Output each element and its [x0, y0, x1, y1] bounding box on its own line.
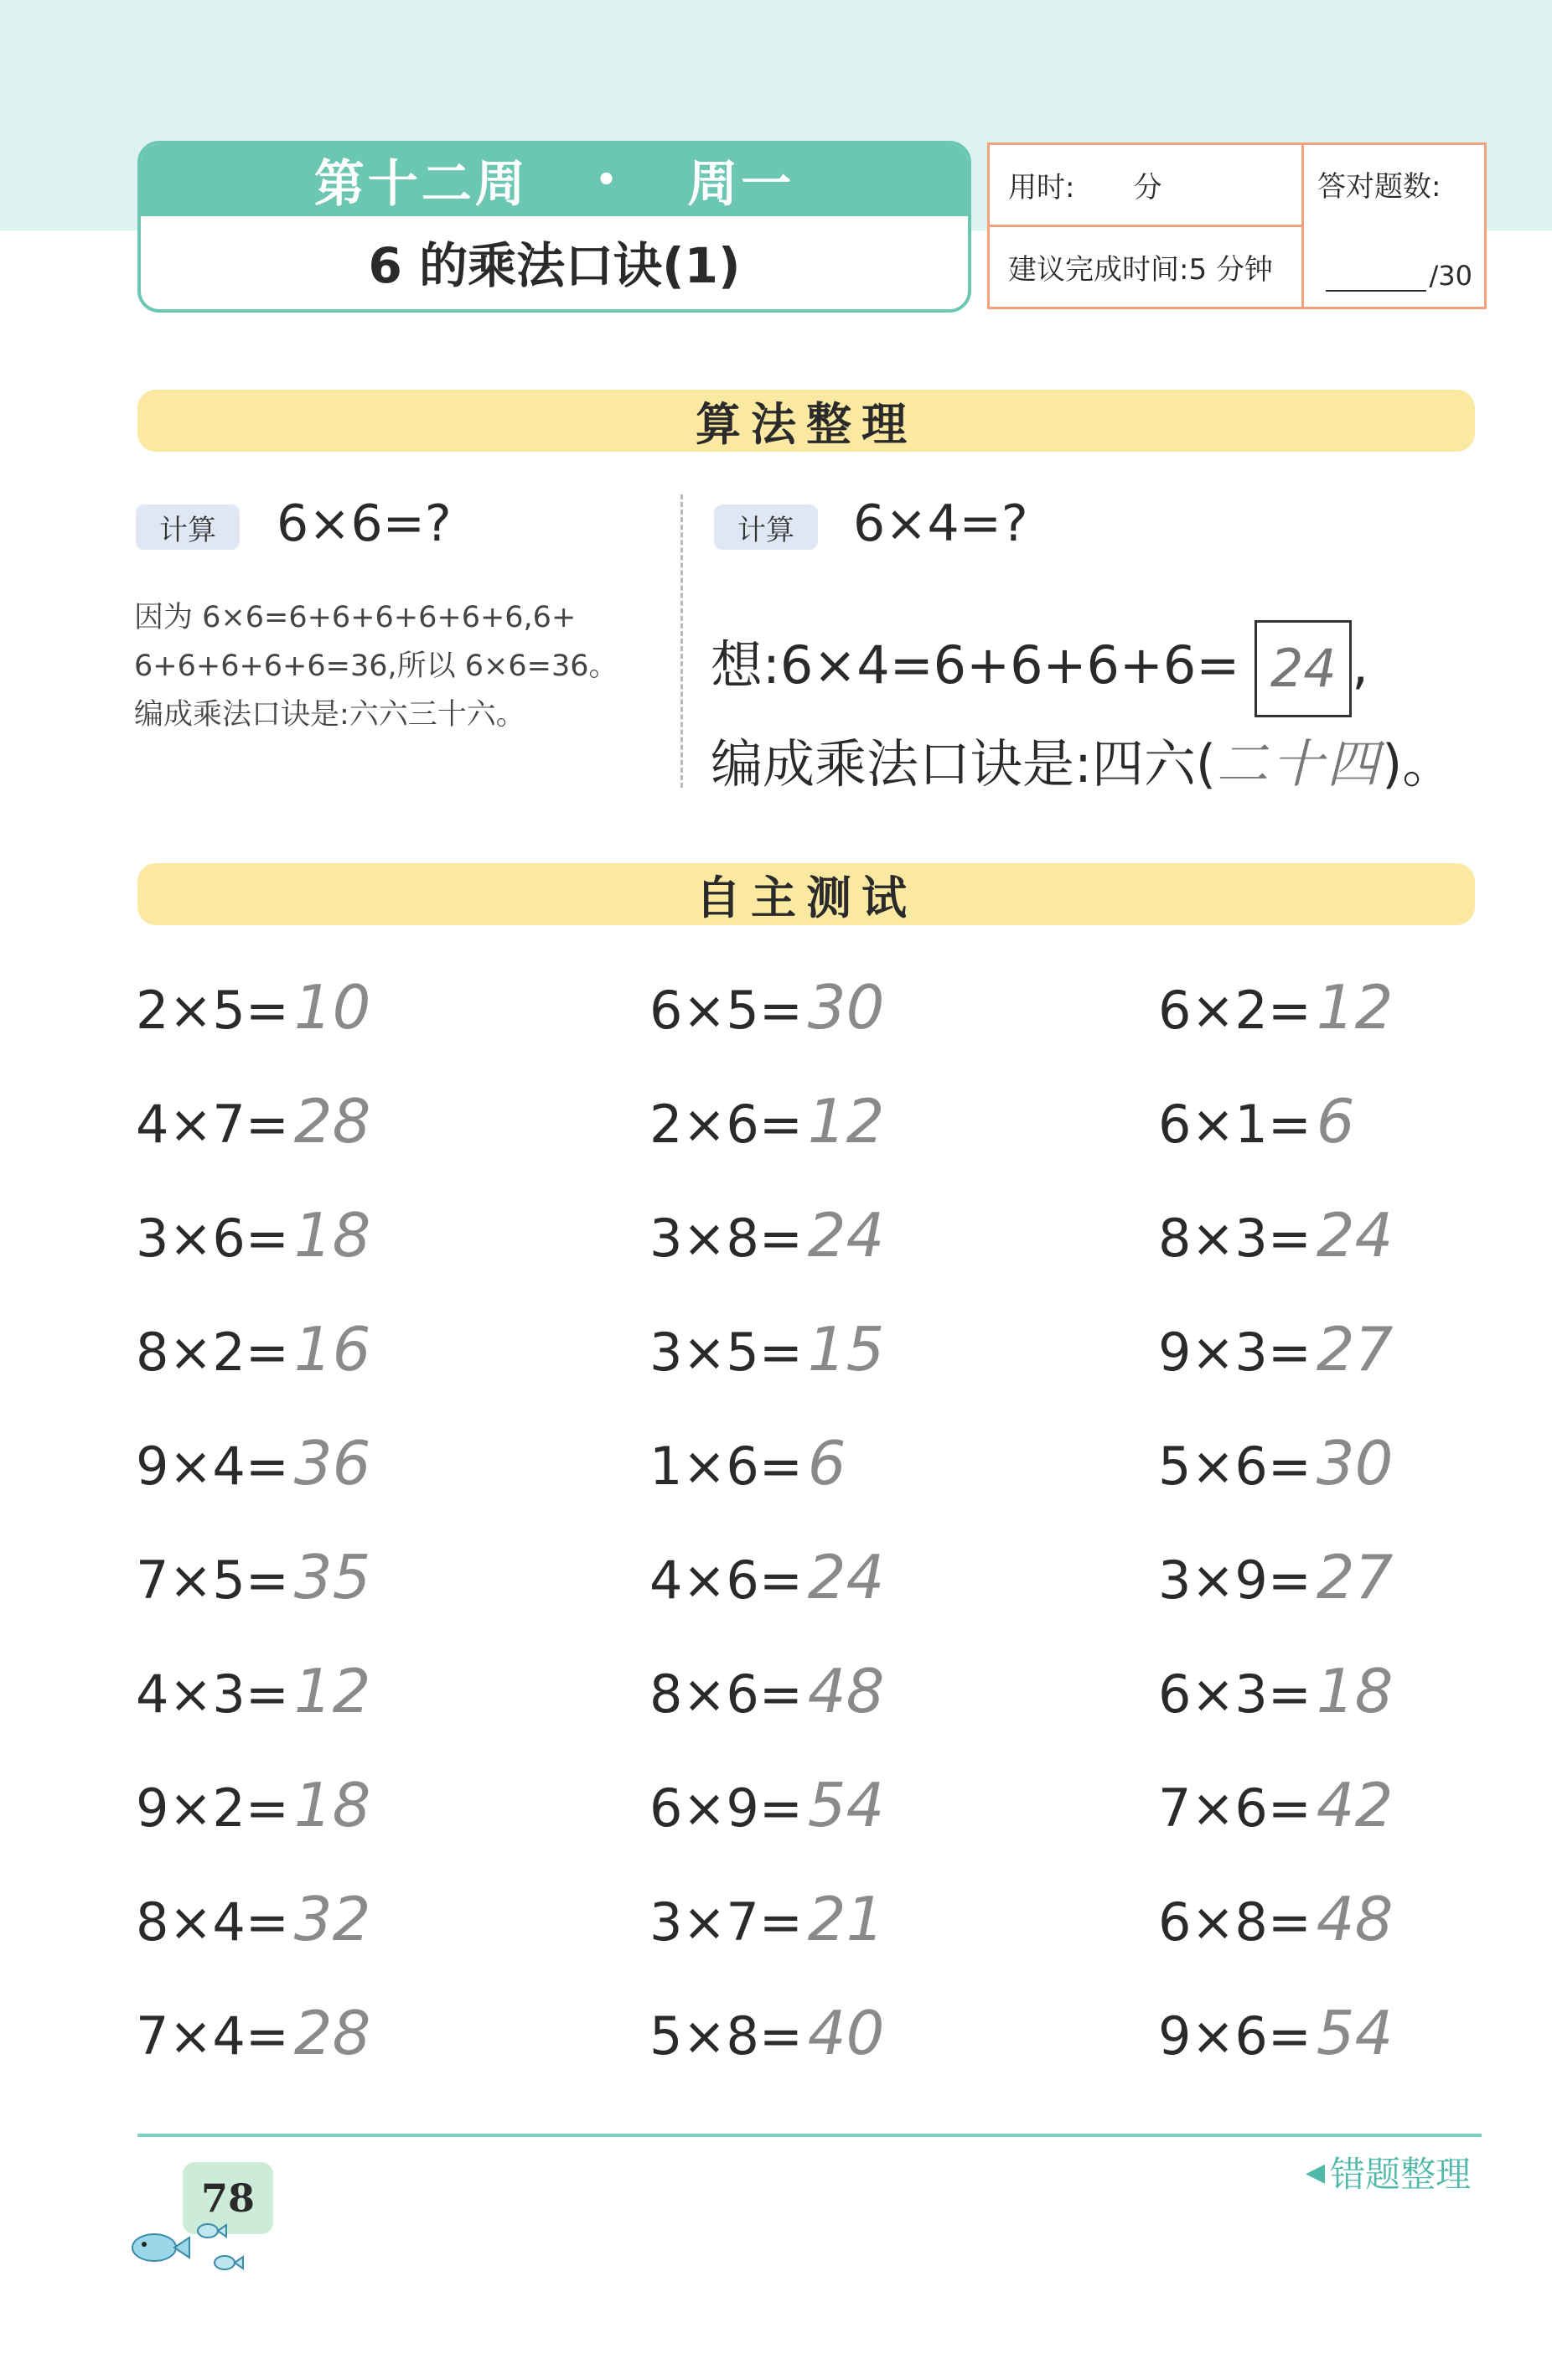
- problem-answer[interactable]: 27: [1316, 1314, 1394, 1384]
- problem-item: [1158, 1542, 1393, 1612]
- problem-item: [136, 1770, 370, 1840]
- correct-count-label: 答对题数:: [1317, 170, 1441, 204]
- rhyme-answer[interactable]: 二十四: [1216, 733, 1383, 794]
- problem-item: [1158, 1086, 1355, 1156]
- left-triangle-icon: ◀: [1306, 2157, 1326, 2187]
- problem-question: 7×4=: [136, 2005, 289, 2067]
- problem-answer[interactable]: 16: [293, 1314, 371, 1384]
- explanation-line-1: 因为 6×6=6+6+6+6+6+6,6+: [134, 601, 577, 634]
- problem-question: 8×2=: [136, 1322, 289, 1383]
- problem-answer[interactable]: 28: [293, 1998, 371, 2068]
- time-used-label: 用时:: [1008, 171, 1075, 204]
- problem-item: [649, 1542, 884, 1612]
- problem-question: 9×3=: [1158, 1322, 1311, 1383]
- suggested-time: 建议完成时间:5 分钟: [1008, 253, 1273, 287]
- problem-question: 2×6=: [649, 1094, 803, 1155]
- problem-answer[interactable]: 32: [293, 1884, 371, 1954]
- problem-item: [136, 1428, 370, 1498]
- problem-question: 3×6=: [136, 1208, 289, 1269]
- day-label: 周一: [687, 155, 795, 214]
- problem-item: [1158, 1770, 1393, 1840]
- problem-answer[interactable]: 12: [807, 1086, 885, 1156]
- problem-answer[interactable]: 10: [293, 972, 371, 1043]
- problem-item: [136, 1656, 370, 1726]
- fish-icon: [126, 2212, 251, 2279]
- problem-item: [1158, 1314, 1393, 1384]
- problem-question: 3×7=: [649, 1891, 803, 1953]
- problem-answer[interactable]: 6: [807, 1428, 846, 1498]
- problem-answer[interactable]: 42: [1316, 1770, 1394, 1840]
- footer-divider: [137, 2134, 1482, 2137]
- week-day-banner: [141, 144, 968, 216]
- problem-answer[interactable]: 12: [1316, 972, 1394, 1043]
- problem-answer[interactable]: 18: [293, 1200, 371, 1270]
- problem-item: [136, 1998, 370, 2068]
- problem-question: 1×6=: [649, 1436, 803, 1497]
- lesson-title: 6 的乘法口诀(1): [368, 236, 741, 294]
- problem-answer[interactable]: 24: [807, 1200, 885, 1270]
- problem-item: [1158, 1998, 1393, 2068]
- explanation-line-2: 6+6+6+6+6=36,所以 6×6=36。: [134, 649, 618, 683]
- problem-item: [136, 1200, 370, 1270]
- section-self-test: 自主测试: [137, 863, 1475, 925]
- think-line: [711, 620, 1368, 717]
- rhyme-text: 编成乘法口诀是:四六(: [711, 733, 1217, 794]
- problem-question: 6×9=: [649, 1777, 803, 1839]
- score-total: /30: [1429, 260, 1472, 292]
- problem-item: [1158, 1656, 1393, 1726]
- explanation-line-3: 编成乘法口诀是:六六三十六。: [134, 698, 525, 732]
- problem-item: [136, 972, 370, 1043]
- problem-answer[interactable]: 54: [1316, 1998, 1394, 2068]
- problem-question: 3×8=: [649, 1208, 803, 1269]
- problem-item: [649, 1428, 846, 1498]
- problem-question: 3×5=: [649, 1322, 803, 1383]
- problem-question: 4×6=: [649, 1550, 803, 1611]
- wrong-review-label: 错题整理: [1330, 2154, 1472, 2195]
- problem-item: [136, 1884, 370, 1954]
- page-number: 78: [183, 2162, 273, 2234]
- problem-question: 7×6=: [1158, 1777, 1311, 1839]
- problem-question: 6×8=: [1158, 1891, 1311, 1953]
- problem-answer[interactable]: 21: [807, 1884, 885, 1954]
- problem-answer[interactable]: 30: [807, 972, 885, 1043]
- problem-item: [136, 1086, 370, 1156]
- think-text: 想:6×4=6+6+6+6=: [711, 634, 1240, 696]
- calc-tag-left: 计算: [136, 504, 240, 550]
- think-answer-box[interactable]: 24: [1255, 620, 1352, 717]
- calc-tag-right: 计算: [714, 504, 818, 550]
- problem-question: 6×1=: [1158, 1094, 1311, 1155]
- problem-item: [649, 1656, 884, 1726]
- problem-item: [136, 1314, 370, 1384]
- problem-item: [649, 1314, 884, 1384]
- problem-answer[interactable]: 48: [1316, 1884, 1394, 1954]
- problem-answer[interactable]: 24: [1316, 1200, 1394, 1270]
- problem-item: [649, 1200, 884, 1270]
- rhyme-end: )。: [1382, 733, 1455, 794]
- problem-question: 6×2=: [1158, 980, 1311, 1041]
- problem-question: 5×6=: [1158, 1436, 1311, 1497]
- problem-question: 3×9=: [1158, 1550, 1311, 1611]
- minutes-label: 分: [1133, 171, 1162, 204]
- problem-answer[interactable]: 18: [293, 1770, 371, 1840]
- problem-answer[interactable]: 6: [1316, 1086, 1355, 1156]
- think-end: ,: [1352, 634, 1368, 696]
- problem-question: 2×5=: [136, 980, 289, 1041]
- problem-answer[interactable]: 30: [1316, 1428, 1394, 1498]
- problem-item: [1158, 1428, 1393, 1498]
- problem-answer[interactable]: 24: [807, 1542, 885, 1612]
- lesson-header: [137, 141, 971, 313]
- problem-answer[interactable]: 15: [807, 1314, 885, 1384]
- problem-item: [649, 1998, 884, 2068]
- problem-question: 4×3=: [136, 1663, 289, 1725]
- problem-question: 8×3=: [1158, 1208, 1311, 1269]
- problem-question: 9×4=: [136, 1436, 289, 1497]
- problem-answer[interactable]: 35: [293, 1542, 371, 1612]
- dashed-divider: [680, 494, 683, 788]
- score-field: [1326, 260, 1473, 292]
- problem-question: 4×7=: [136, 1094, 289, 1155]
- calc-question-left: 6×6=?: [277, 494, 452, 553]
- problem-item: [1158, 972, 1393, 1043]
- problem-answer[interactable]: 36: [293, 1428, 371, 1498]
- problem-answer[interactable]: 12: [293, 1656, 371, 1726]
- rhyme-line: [711, 722, 1454, 797]
- problem-item: [649, 1770, 884, 1840]
- problem-question: 6×3=: [1158, 1663, 1311, 1725]
- problem-answer[interactable]: 28: [293, 1086, 371, 1156]
- problem-item: [649, 1884, 884, 1954]
- problem-question: 8×6=: [649, 1663, 803, 1725]
- time-used-row: [990, 145, 1301, 227]
- section-algorithm: 算法整理: [137, 390, 1475, 452]
- problem-item: [649, 972, 884, 1043]
- problem-question: 9×6=: [1158, 2005, 1311, 2067]
- problem-answer[interactable]: 40: [807, 1998, 885, 2068]
- problem-question: 5×8=: [649, 2005, 803, 2067]
- score-info: [1304, 145, 1484, 307]
- score-blank: [1326, 290, 1426, 292]
- calc-question-right: 6×4=?: [853, 494, 1028, 553]
- problem-item: [1158, 1884, 1393, 1954]
- problem-question: 6×5=: [649, 980, 803, 1041]
- problem-item: [1158, 1200, 1393, 1270]
- problem-question: 7×5=: [136, 1550, 289, 1611]
- problem-question: 9×2=: [136, 1777, 289, 1839]
- week-label: 第十二周: [313, 155, 529, 214]
- problem-answer[interactable]: 18: [1316, 1656, 1394, 1726]
- separator-dot: •: [595, 161, 621, 199]
- problem-answer[interactable]: 48: [807, 1656, 885, 1726]
- time-info: [990, 145, 1304, 307]
- problem-question: 8×4=: [136, 1891, 289, 1953]
- problem-item: [649, 1086, 884, 1156]
- problem-answer[interactable]: 27: [1316, 1542, 1394, 1612]
- problem-item: [136, 1542, 370, 1612]
- explanation-text: [134, 593, 654, 739]
- problem-answer[interactable]: 54: [807, 1770, 885, 1840]
- wrong-review-link[interactable]: [1306, 2147, 1471, 2197]
- time-score-box: [987, 142, 1487, 309]
